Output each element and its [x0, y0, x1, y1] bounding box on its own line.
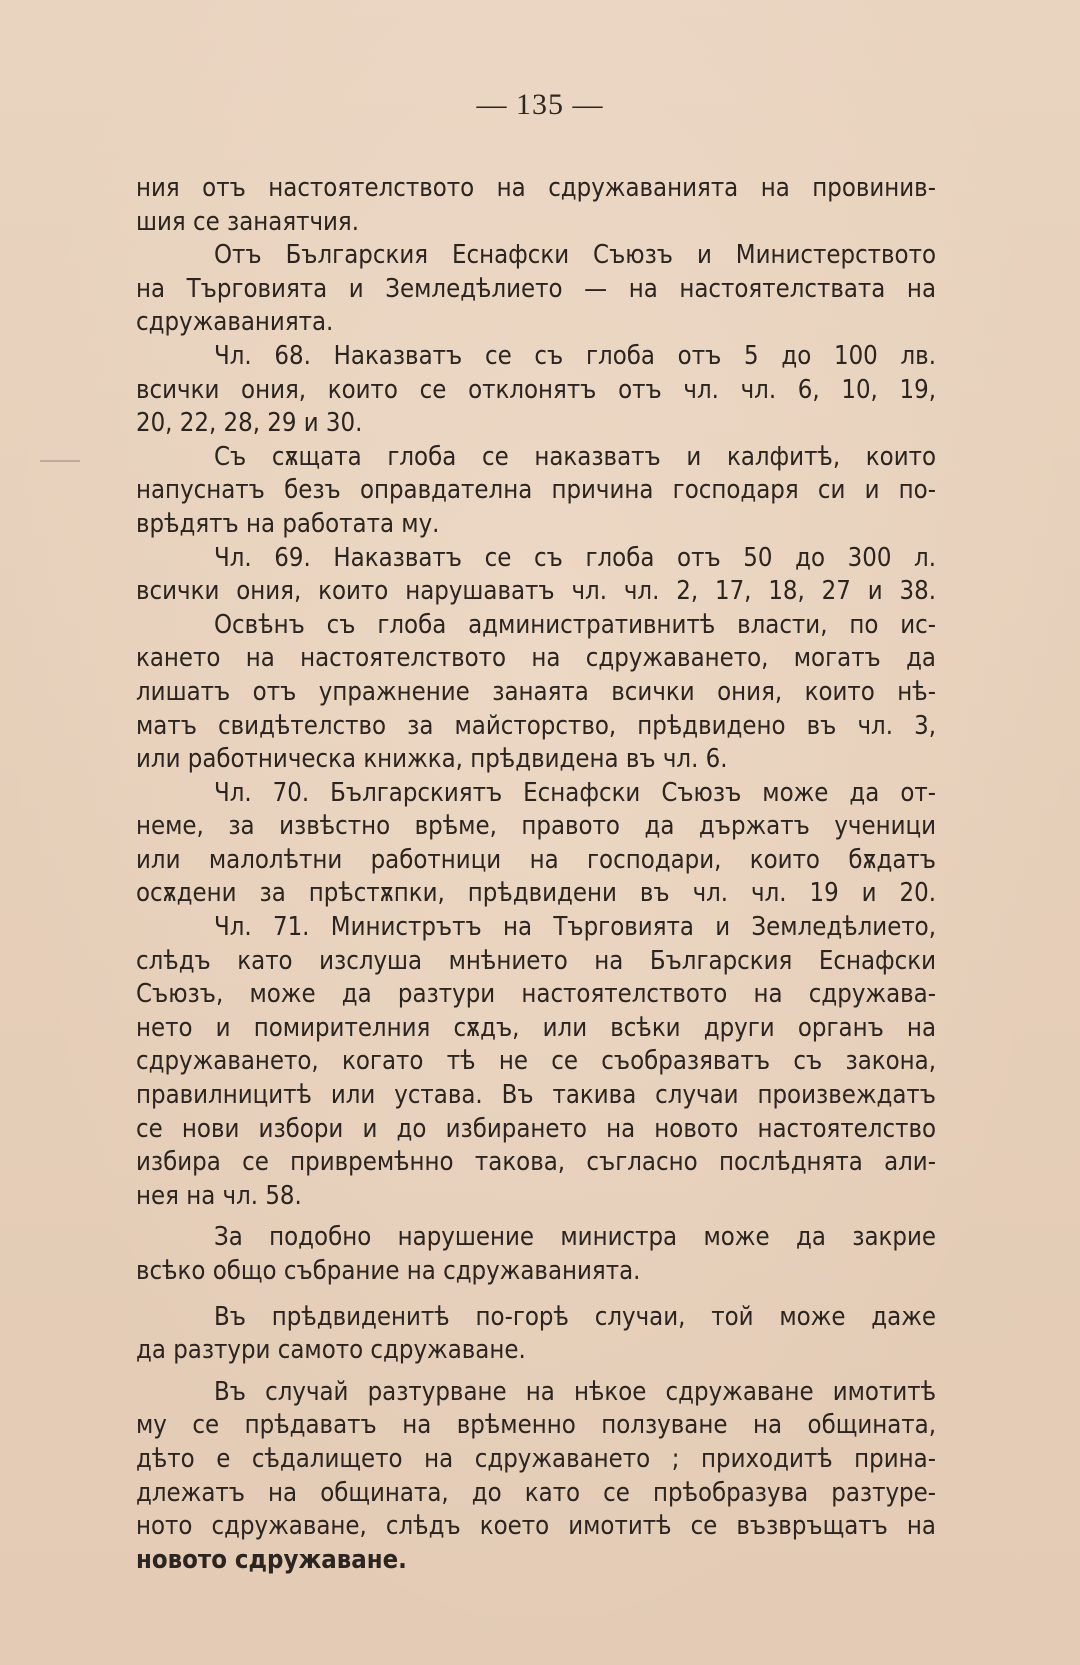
text-line: нето и помирителния сѫдъ, или всѣки други органъ на: [136, 1012, 936, 1043]
text-line: напуснатъ безъ оправдателна причина господаря си и по-: [136, 475, 936, 506]
text-line: ния отъ настоятелството на сдружаванията на провинив-: [136, 173, 936, 203]
text-line: всички ония, които нарушаватъ чл. чл. 2, 17, 18, 27 и 38.: [136, 576, 936, 607]
text-line: длежатъ на общината, до като се прѣобразува разтуре-: [136, 1477, 936, 1508]
text-line: всѣко общо събрание на сдружаванията.: [136, 1256, 641, 1286]
text-line: Съюзъ, може да разтури настоятелството на сдружава-: [136, 979, 936, 1010]
text-line: на Търговията и Земледѣлието — на настоятелствата на: [136, 273, 936, 304]
text-line: матъ свидѣтелство за майсторство, прѣдвидено въ чл. 3,: [136, 710, 936, 741]
text-line: Отъ Българския Еснафски Съюзъ и Министерството: [214, 240, 936, 271]
text-line: всички ония, които се отклонятъ отъ чл. чл. 6, 10, 19,: [136, 374, 936, 405]
text-line: правилницитѣ или устава. Въ такива случаи произвеждатъ: [136, 1080, 936, 1111]
text-line: Чл. 71. Министрътъ на Търговията и Земледѣлието,: [214, 912, 936, 943]
text-line: дѣто е сѣдалището на сдружаването ; приходитѣ прина-: [136, 1443, 936, 1474]
text-line: му се прѣдаватъ на врѣменно ползуване на общината,: [136, 1410, 936, 1441]
text-line: Освѣнъ съ глоба административнитѣ власти, по ис-: [214, 609, 936, 640]
text-line: новото сдружаване.: [136, 1544, 407, 1575]
text-line: да разтури самото сдружаване.: [136, 1335, 526, 1366]
page-number: — 135 —: [476, 88, 604, 121]
text-line: шия се занаятчия.: [136, 206, 360, 237]
text-line: За подобно нарушение министра може да закрие: [214, 1222, 936, 1253]
text-line: сдружаването, когато тѣ не се съобразяватъ съ закона,: [136, 1046, 936, 1077]
text-line: избира се привремѣнно такова, съгласно послѣднята али-: [136, 1147, 936, 1178]
text-line: слѣдъ като изслуша мнѣнието на Българския Еснафски: [136, 945, 936, 976]
text-line: нея на чл. 58.: [136, 1180, 302, 1211]
text-line: врѣдятъ на работата му.: [136, 508, 440, 539]
text-line: или работническа книжка, прѣдвидена въ чл. 6.: [136, 744, 728, 775]
text-line: Чл. 68. Наказватъ се съ глоба отъ 5 до 100 лв.: [214, 340, 936, 371]
text-line: ното сдружаване, слѣдъ което имотитѣ се възвръщатъ на: [136, 1511, 936, 1542]
text-line: сдружаванията.: [136, 307, 334, 338]
text-line: кането на настоятелството на сдружаването, могатъ да: [136, 643, 936, 674]
page-blemish: [40, 460, 80, 462]
text-line: или малолѣтни работници на господари, които бѫдатъ: [136, 844, 936, 875]
text-line: Чл. 70. Българскиятъ Еснафски Съюзъ може да от-: [214, 777, 936, 808]
text-line: Въ случай разтурване на нѣкое сдружаване имотитѣ: [214, 1376, 936, 1407]
text-line: Чл. 69. Наказватъ се съ глоба отъ 50 до 300 л.: [214, 542, 936, 573]
text-line: 20, 22, 28, 29 и 30.: [136, 408, 363, 439]
text-line: Съ сѫщата глоба се наказватъ и калфитѣ, които: [214, 441, 936, 472]
text-line: се нови избори и до избирането на новото настоятелство: [136, 1113, 936, 1144]
text-line: Въ прѣдвиденитѣ по-горѣ случаи, той може даже: [214, 1301, 936, 1332]
text-line: неме, за извѣстно врѣме, правото да държатъ ученици: [136, 811, 936, 842]
text-line: осѫдени за прѣстѫпки, прѣдвидени въ чл. чл. 19 и 20.: [136, 878, 936, 909]
body-text: [136, 172, 936, 1577]
text-line: лишатъ отъ упражнение занаята всички ония, които нѣ-: [136, 676, 936, 707]
